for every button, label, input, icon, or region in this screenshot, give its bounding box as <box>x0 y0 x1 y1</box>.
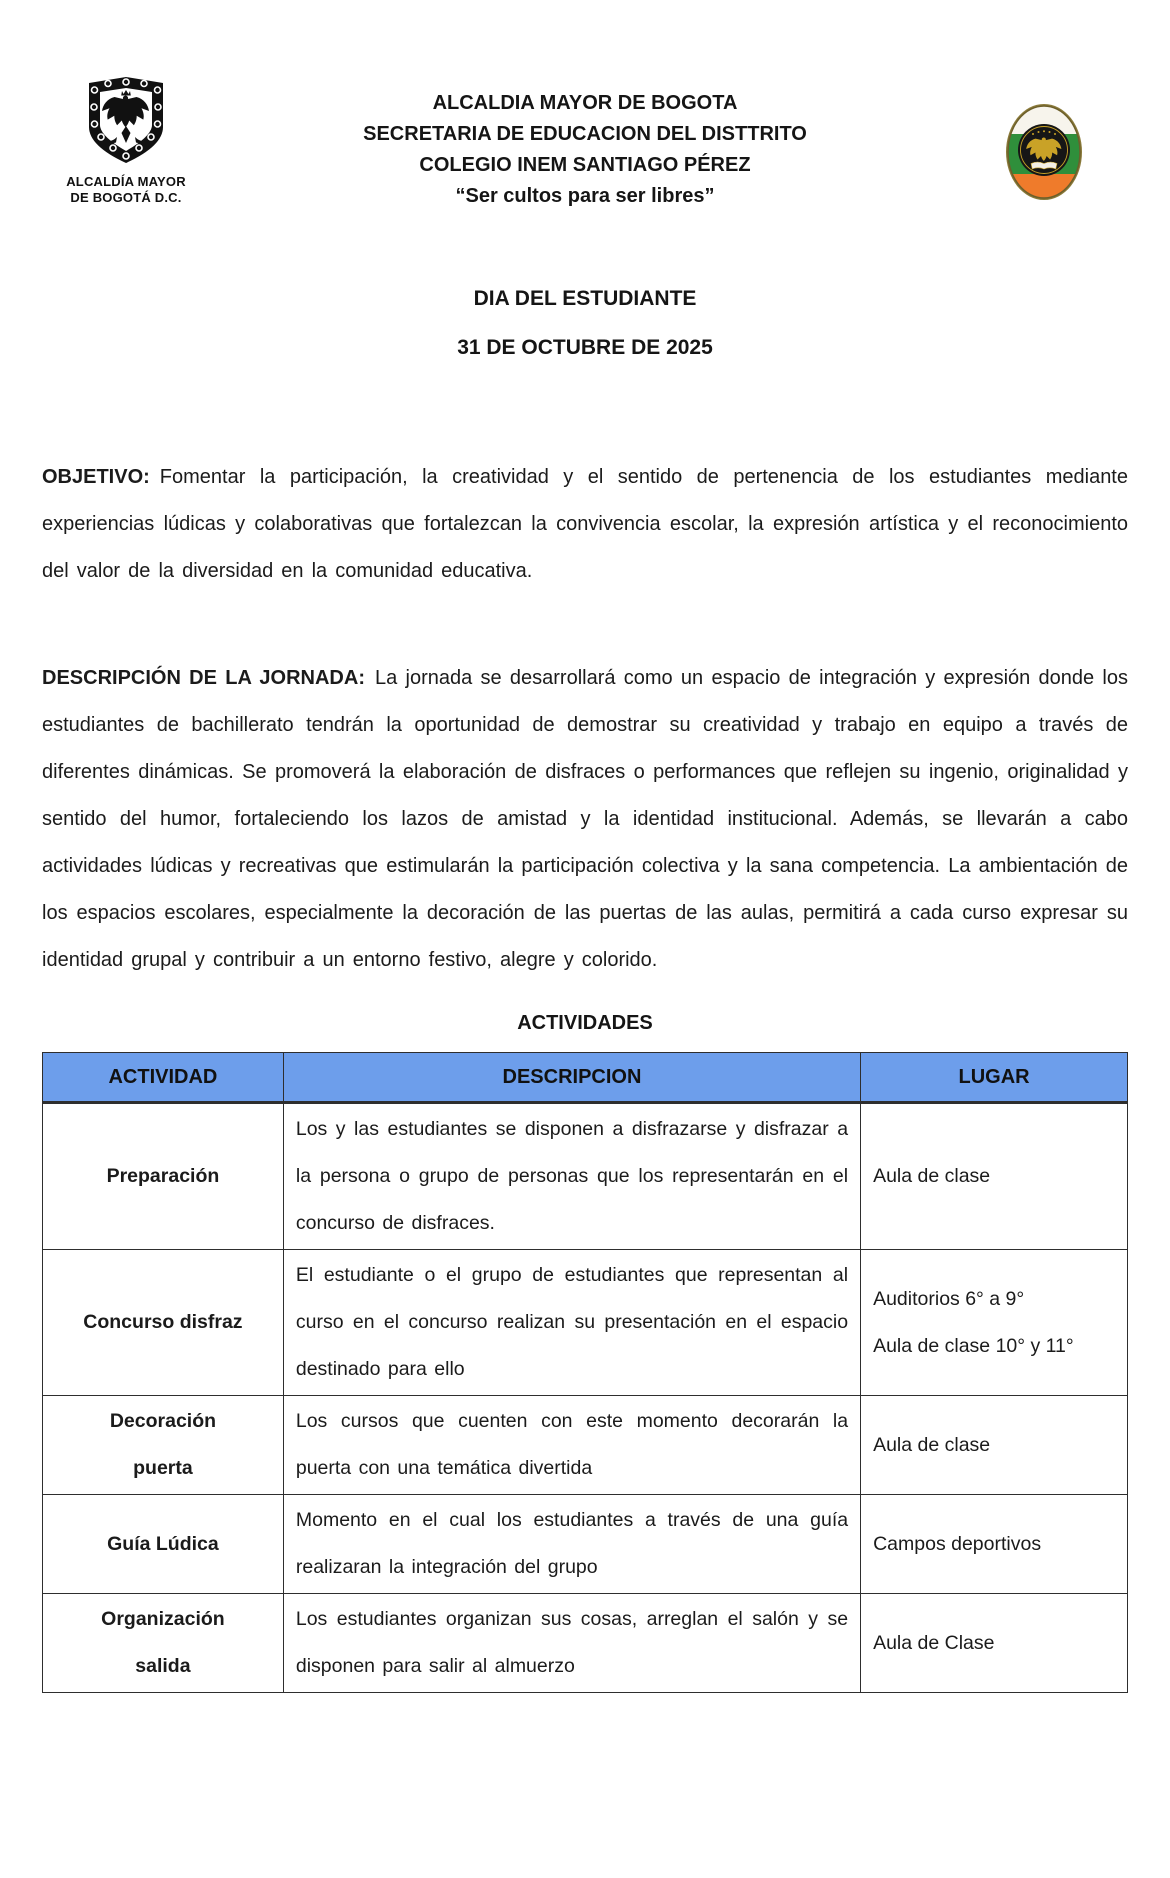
cell-lugar <box>861 1250 1128 1396</box>
cell-actividad <box>43 1495 284 1594</box>
table-row-decoracion-puerta <box>43 1396 1128 1495</box>
table-header-lugar: LUGAR <box>861 1053 1128 1103</box>
cell-descripcion: Los cursos que cuenten con este momento decorarán la puerta con una temática divertida <box>283 1396 860 1495</box>
cell-actividad <box>43 1103 284 1250</box>
document-header <box>42 0 1128 212</box>
letterhead-entity: ALCALDIA MAYOR DE BOGOTA <box>432 92 738 114</box>
lugar-line: Aula de clase <box>873 1433 991 1456</box>
activities-heading: ACTIVIDADES <box>517 1012 653 1034</box>
table-row-preparacion <box>43 1103 1128 1250</box>
objetivo-paragraph <box>42 454 1128 595</box>
cell-descripcion: Los estudiantes organizan sus cosas, arreglan el salón y se disponen para salir al almuerzo <box>283 1594 860 1693</box>
descripcion-text: La jornada se desarrollará como un espacio de integración y expresión donde los estudiantes de bachillerato tendrán la oportunidad de demostrar su creatividad y trabajo en equipo a través de diferentes dinámicas. Se promoverá la elaboración de disfraces o performances que reflejen su ingenio, originalidad y sentido del humor, fortaleciendo los lazos de amistad y la identidad institucional. Además, se llevarán a cabo actividades lúdicas y recreativas que estimularán la participación colectiva y la sana competencia. La ambientación de los espacios escolares, especialmente la decoración de las puertas de las aulas, permitirá a cada curso expresar su identidad grupal y contribuir a un entorno festivo, alegre y colorido. <box>42 667 1128 971</box>
title-date: 31 DE OCTUBRE DE 2025 <box>457 336 713 359</box>
table-header-descripcion: DESCRIPCION <box>283 1053 860 1103</box>
objetivo-text: Fomentar la participación, la creatividad y el sentido de pertenencia de los estudiantes mediante experiencias lúdicas y colaborativas que fortalezcan la convivencia escolar, la expresión artística y el reconocimiento del valor de la diversidad en la comunidad educativa. <box>42 466 1128 582</box>
table-row-guia-ludica <box>43 1495 1128 1594</box>
cell-descripcion: Momento en el cual los estudiantes a través de una guía realizaran la integración del grupo <box>283 1495 860 1594</box>
lugar-line: Aula de clase 10° y 11° <box>873 1334 1074 1357</box>
cell-descripcion: Los y las estudiantes se disponen a disfrazarse y disfrazar a la persona o grupo de personas que los representarán en el concurso de disfraces. <box>283 1103 860 1250</box>
actividad-line: Concurso disfraz <box>83 1311 243 1333</box>
lugar-line: Auditorios 6° a 9° <box>873 1287 1025 1310</box>
actividad-line: Organización <box>101 1608 225 1630</box>
cell-actividad <box>43 1250 284 1396</box>
school-crest <box>960 56 1128 202</box>
letterhead-motto: “Ser cultos para ser libres” <box>455 185 715 207</box>
lugar-line: Aula de Clase <box>873 1631 995 1654</box>
descripcion-paragraph <box>42 655 1128 984</box>
cell-actividad <box>43 1594 284 1693</box>
objetivo-label: OBJETIVO: <box>42 466 150 488</box>
cell-descripcion: El estudiante o el grupo de estudiantes que representan al curso en el concurso realizan su presentación en el espacio destinado para ello <box>283 1250 860 1396</box>
school-crest-icon <box>1004 102 1084 202</box>
cell-lugar <box>861 1495 1128 1594</box>
logo-caption-line-2: DE BOGOTÁ D.C. <box>70 190 182 206</box>
table-row-organizacion-salida <box>43 1594 1128 1693</box>
cell-lugar <box>861 1594 1128 1693</box>
actividad-line: puerta <box>133 1457 193 1479</box>
cell-lugar <box>861 1396 1128 1495</box>
letterhead <box>210 56 960 212</box>
descripcion-label: DESCRIPCIÓN DE LA JORNADA: <box>42 667 365 689</box>
table-header-actividad: ACTIVIDAD <box>43 1053 284 1103</box>
actividad-line: Decoración <box>109 1410 217 1432</box>
lugar-line: Campos deportivos <box>873 1532 1042 1555</box>
table-row-concurso-disfraz <box>43 1250 1128 1396</box>
table-header-row <box>43 1053 1128 1103</box>
letterhead-colegio: COLEGIO INEM SANTIAGO PÉREZ <box>419 154 751 176</box>
logo-caption-line-1: ALCALDÍA MAYOR <box>66 174 186 189</box>
activities-table <box>42 1052 1128 1693</box>
cell-actividad <box>43 1396 284 1495</box>
bogota-shield-icon <box>84 74 168 166</box>
lugar-line: Aula de clase <box>873 1165 991 1187</box>
actividad-line: salida <box>135 1655 191 1677</box>
cell-lugar <box>861 1103 1128 1250</box>
title-event: DIA DEL ESTUDIANTE <box>473 287 697 310</box>
actividad-line: Preparación <box>106 1165 220 1187</box>
actividad-line: Guía Lúdica <box>107 1532 219 1555</box>
letterhead-secretaria: SECRETARIA DE EDUCACION DEL DISTTRITO <box>363 123 807 145</box>
bogota-coat-of-arms <box>42 56 210 207</box>
document-title <box>42 274 1128 372</box>
logo-caption <box>42 174 210 207</box>
